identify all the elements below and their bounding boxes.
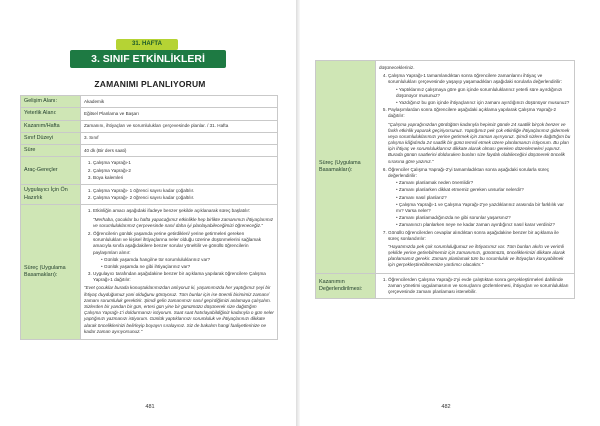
table-row xyxy=(21,185,278,205)
question-item: • Zamanı planlarken dikkat etmemiz gereken unsurlar nelerdir? xyxy=(396,187,571,193)
table-row xyxy=(21,205,278,340)
table-row xyxy=(21,145,278,157)
process-content xyxy=(81,205,278,340)
step-text: Öğrenciler Çalışma Yaprağı-2'yi tamamladıktan sonra aşağıdaki sorularla süreç değerlendirilir: xyxy=(388,166,550,178)
step-text: Çalışma Yaprağı-1 tamamlandıktan sonra öğrencilere zamanlarını ihtiyaç ve sorumlulukları çerçevesinde yaşayıp yaşamadıkları aşağıdaki sorularla değerlendirilir: xyxy=(388,73,562,85)
row-label: Yeterlik Alanı: xyxy=(21,108,81,120)
table-row xyxy=(21,157,278,185)
row-value: Zamanını, ihtiyaçları ve sorumlulukları çerçevesinde planlar. / 31. Hafta xyxy=(81,120,278,132)
question-item: • Zamanı planlamak neden önemlidir? xyxy=(396,180,571,186)
step-text: Uygulayıcı tarafından aşağıdakine benzer bir açıklama yapılarak öğrencilere Çalışma Yaprağı-1 dağıtılır: xyxy=(93,271,266,283)
list-item xyxy=(93,271,274,283)
list-item: 1. Çalışma Yaprağı- 1 öğrenci sayısı kadar çoğaltılır. xyxy=(93,188,274,194)
row-label: Gelişim Alanı: xyxy=(21,96,81,108)
step-quote: "Hayatımızda pek çok sorumluluğumuz ve ihtiyacımız var. Tüm bunları akılcı ve verimli şekilde yerine getirebilmemiz için zamanımızı, günümüzü, önceliklerimizi dikkate alarak planlamamız gerekir. Zamanı planlamak tüm bu sorumluluk ve ihtiyaçları koruyabilmek için gerçekleştirebilmemize yardımcı olacaktır." xyxy=(388,243,565,268)
prep-label: Uygulayıcı İçin Ön Hazırlık xyxy=(21,185,81,205)
activity-info-table xyxy=(20,95,278,340)
list-item: 2. Çalışma Yaprağı- 2 öğrenci sayısı kadar çoğaltılır. xyxy=(93,195,274,201)
table-row xyxy=(316,273,575,299)
process-label: Süreç (Uygulama Basamakları): xyxy=(21,205,81,340)
question-item: • Çalışma Yaprağı-1 ve Çalışma Yaprağı-2'ye yazdıklarınız arasında bir farklılık var mı? Varsa neler? xyxy=(396,202,571,214)
row-label: Sınıf Düzeyi xyxy=(21,132,81,144)
row-label: Süre xyxy=(21,145,81,157)
step-text: Gönüllü öğrencilerden cevaplar alındıktan sonra aşağıdakine benzer bir açıklama ile süreç sonlandırılır: xyxy=(388,229,559,241)
step-text: Öğrencilerin günlük yaşamda yerine getirdikleri/ yerine getirmeleri gereken sorumlulukları ve kişisel ihtiyaçlarına neler olduğu üzerine düşünmelerini sağlamak amacıyla sınıfa aşağıdakilere benzer sorular yöneltilir ve gönüllü öğrencilerin paylaşımları alınır: xyxy=(93,230,262,255)
evaluation-label: Kazanımın Değerlendirilmesi: xyxy=(316,273,376,299)
table-row xyxy=(21,96,278,108)
list-item xyxy=(388,107,571,165)
step-quote: "Evet çocuklar burada konuştuklarımızdan anlıyoruz ki, yaşamımızda her yaptığımız şeyi bir ihtiyaç duyduğumuz yani olduğunu görüyoruz. Tüm bunlar için ise önemli birimimiz zamanı/ zamanı sorumluluk gerektirir. Şimdi gelin zamanımızı nasıl geçirdiğimizi anlamaya çalışalım. Sizlerden bir yandan bir gün, ertesi gün yine bir günümüzü düşünerek size dağıttığım Çalışma Yaprağı-1'i doldurmanızı istiyorum. Saat saat hatırlayabildiğiniz kadarıyla o gün neler yaptığınızı yazmanızı istiyorum. Günlük yaptıklarınızı sorumluluk ve ihtiyaçlarınızı dikkate alarak önceliklerinizi belirleyip boyayın sıralayınız. Siz de bakalım hangi faaliyetlerinize ne kadar zaman ayırıyorsunuz." xyxy=(84,285,274,334)
list-item xyxy=(93,231,274,270)
question-item: • Yazdığınız bu gün içinde ihtiyaçlarınız için zamanı ayırdığınızı düşünüyor musunuz? xyxy=(396,100,571,106)
prep-list xyxy=(81,185,278,205)
process-content xyxy=(376,61,575,274)
question-item: • Zamanı nasıl planlarız? xyxy=(396,195,571,201)
question-item: • Yaptıklarınız çalışmaya göre gün içinde sorumluluklarınız yeterli süre ayırdığınızı düşünüyor musunuz? xyxy=(396,87,571,99)
list-item: 1. Öğrencilerden Çalışma Yaprağı-2'yi evde çalıştıktan sonra gerçekleştirmeleri dahilinde zaman yönetimi uygulamasının ve sonuçlarını gözlemlemesi, ihtiyaçları ve sorumlulukları çerçevesinde zamanı planlaması istenebilir. xyxy=(388,277,571,296)
list-item xyxy=(388,73,571,106)
step-quote: "Çalışma yaprağınızdan gördüğüm kadarıyla hepimiz günde 24 saatlik birçok benzer ve farklı etkinlik yaparak geçiriyorsunuz. Yaptığımız pek çok etkinliğe ihtiyaçlarımız gidermek veya sorumluluklarımızı yerine getirmek için zaman ayırıyoruz. Şimdi sizlere dağıttığım bu çalışma kâğıdında 24 saatlik bir günü temsil etmek üzere planlamanızı istiyorum. Bu plan için ihtiyaç ve sorumluluklarınız dikkate alarak olması gereken düzenlemeleri yapınız. Burada günün saatlerini dolduruken bunları size faydalı olabileceğini düşünerek öncelik sırasına göre yazınız." xyxy=(388,121,571,164)
week-badge: 31. HAFTA xyxy=(116,39,178,50)
table-row xyxy=(21,120,278,132)
page-number-left: 481 xyxy=(145,404,155,410)
question-item: • Günlük yaşamda ne gibi ihtiyaçlarınız var? xyxy=(101,264,274,270)
list-item xyxy=(388,167,571,229)
process-label: Süreç (Uygulama Basamakları): xyxy=(316,61,376,274)
question-item: • Zamanı planlamadığınızda ne gibi sorunlar yaşarsınız? xyxy=(396,215,571,221)
list-item xyxy=(388,230,571,269)
activity-continued-table xyxy=(315,60,575,299)
row-value: Eğitsel Planlama ve Başarı xyxy=(81,108,278,120)
list-item: 2. Çalışma Yaprağı-2 xyxy=(93,168,274,174)
row-value: Akademik xyxy=(81,96,278,108)
row-label: Kazanım/Hafta xyxy=(21,120,81,132)
step-text: Etkinliğin amacı aşağıdaki ifadeye benzer şekilde açıklanarak süreç başlatılır: xyxy=(93,208,251,214)
intro-text: düşünecekleriniz. xyxy=(379,65,415,70)
question-item: • Günlük yaşamda hangi/ne tür sorumluluklarınız var? xyxy=(101,257,274,263)
list-item: 1. Çalışma Yaprağı-1 xyxy=(93,160,274,166)
table-row xyxy=(21,132,278,144)
step-text: Paylaşımlardan sonra öğrencilere aşağıdaki açıklama yapılarak Çalışma Yaprağı-2 dağıtılır: xyxy=(388,107,557,119)
step-quote: "Merhaba, çocuklar bu hafta yapacağımız etkinlikle hep birlikte zamanımızı ihtiyaçlarımız ve sorumluluklarımız çerçevesinde nasıl daha iyi planlayabileceğimizi öğreneceğiz." xyxy=(93,216,274,228)
row-value: 3. Sınıf xyxy=(81,132,278,144)
materials-list xyxy=(81,157,278,185)
table-row xyxy=(316,61,575,274)
class-banner: 3. SINIF ETKİNLİKLERİ xyxy=(70,50,226,68)
evaluation-content xyxy=(376,273,575,299)
table-row xyxy=(21,108,278,120)
materials-label: Araç-Gereçler xyxy=(21,157,81,185)
activity-title: ZAMANIMI PLANLIYORUM xyxy=(94,79,206,89)
list-item: 3. Boya kalemleri xyxy=(93,175,274,181)
page-number-right: 482 xyxy=(441,404,451,410)
question-item: • Zamanınızı planlarken neye ne kadar zaman ayırdığınız nasıl karar verdiniz? xyxy=(396,222,571,228)
row-value: 40 dk (Bir ders saati) xyxy=(81,145,278,157)
list-item xyxy=(93,208,274,229)
